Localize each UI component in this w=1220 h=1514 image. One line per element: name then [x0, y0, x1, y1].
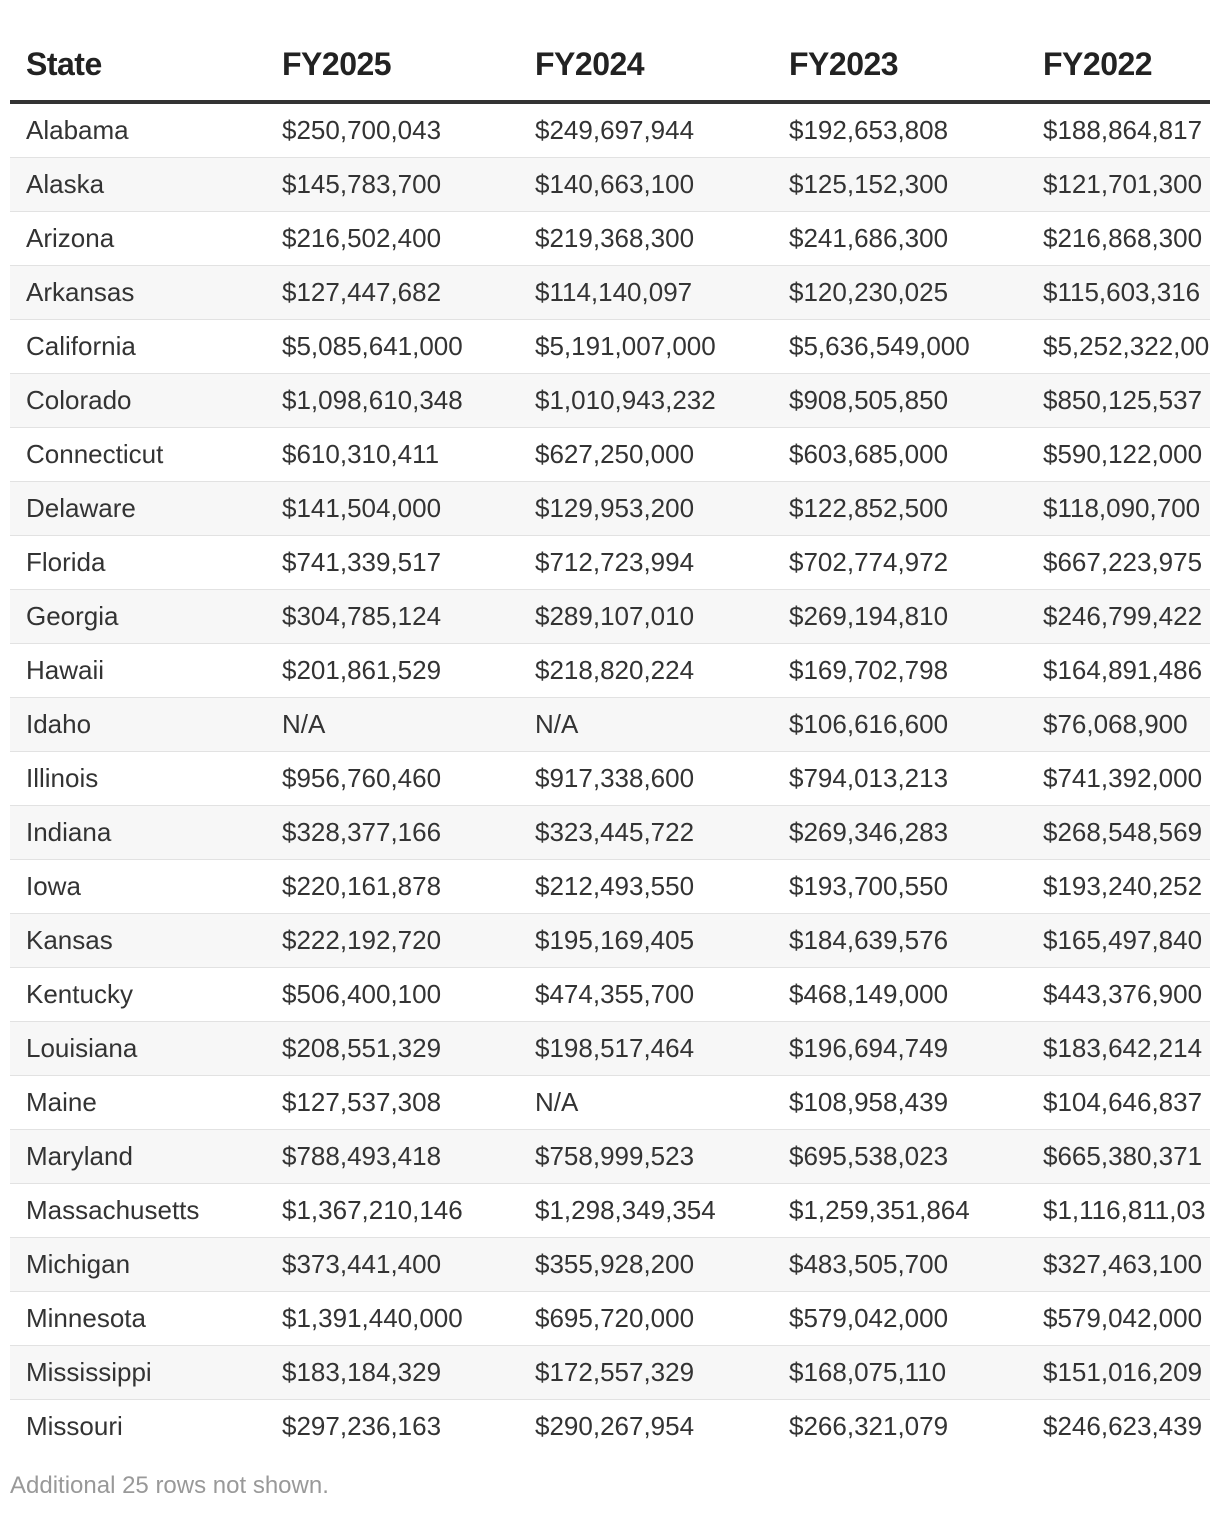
table-row	[10, 590, 1210, 644]
state-name-cell: Alabama	[10, 102, 266, 158]
value-cell-fy2024: $712,723,994	[519, 536, 773, 590]
value-cell-fy2022: $193,240,252	[1027, 860, 1210, 914]
value-cell-fy2024: $1,298,349,354	[519, 1184, 773, 1238]
value-cell-fy2022: $164,891,486	[1027, 644, 1210, 698]
value-cell-fy2022: $850,125,537	[1027, 374, 1210, 428]
value-cell-fy2025: $741,339,517	[266, 536, 519, 590]
value-cell-fy2023: $1,259,351,864	[773, 1184, 1027, 1238]
value-cell-fy2025: $145,783,700	[266, 158, 519, 212]
value-cell-fy2022: $118,090,700	[1027, 482, 1210, 536]
value-cell-fy2023: $468,149,000	[773, 968, 1027, 1022]
table-row	[10, 1130, 1210, 1184]
state-name-cell: Kentucky	[10, 968, 266, 1022]
table-header	[10, 28, 1210, 102]
value-cell-fy2024: N/A	[519, 698, 773, 752]
data-table-container	[10, 28, 1210, 1453]
value-cell-fy2022: $246,799,422	[1027, 590, 1210, 644]
table-row	[10, 752, 1210, 806]
value-cell-fy2023: $193,700,550	[773, 860, 1027, 914]
value-cell-fy2022: $121,701,300	[1027, 158, 1210, 212]
state-name-cell: Florida	[10, 536, 266, 590]
state-name-cell: Iowa	[10, 860, 266, 914]
state-name-cell: Massachusetts	[10, 1184, 266, 1238]
table-row	[10, 266, 1210, 320]
state-name-cell: Maryland	[10, 1130, 266, 1184]
value-cell-fy2024: $212,493,550	[519, 860, 773, 914]
table-row	[10, 374, 1210, 428]
value-cell-fy2024: $140,663,100	[519, 158, 773, 212]
column-header-fy2023: FY2023	[773, 28, 1027, 102]
value-cell-fy2025: $250,700,043	[266, 102, 519, 158]
state-name-cell: Kansas	[10, 914, 266, 968]
value-cell-fy2022: $104,646,837	[1027, 1076, 1210, 1130]
table-row	[10, 428, 1210, 482]
header-row	[10, 28, 1210, 102]
value-cell-fy2022: $5,252,322,00	[1027, 320, 1210, 374]
rows-not-shown-note: Additional 25 rows not shown.	[10, 1472, 329, 1499]
value-cell-fy2022: $76,068,900	[1027, 698, 1210, 752]
value-cell-fy2023: $702,774,972	[773, 536, 1027, 590]
table-row	[10, 644, 1210, 698]
table-row	[10, 536, 1210, 590]
column-header-fy2025: FY2025	[266, 28, 519, 102]
value-cell-fy2024: $917,338,600	[519, 752, 773, 806]
column-header-fy2024: FY2024	[519, 28, 773, 102]
value-cell-fy2023: $269,194,810	[773, 590, 1027, 644]
value-cell-fy2024: $195,169,405	[519, 914, 773, 968]
value-cell-fy2025: $127,447,682	[266, 266, 519, 320]
value-cell-fy2023: $908,505,850	[773, 374, 1027, 428]
value-cell-fy2024: $758,999,523	[519, 1130, 773, 1184]
table-row	[10, 860, 1210, 914]
value-cell-fy2023: $184,639,576	[773, 914, 1027, 968]
value-cell-fy2023: $192,653,808	[773, 102, 1027, 158]
table-row	[10, 482, 1210, 536]
table-row	[10, 1346, 1210, 1400]
value-cell-fy2022: $579,042,000	[1027, 1292, 1210, 1346]
value-cell-fy2022: $115,603,316	[1027, 266, 1210, 320]
state-name-cell: Maine	[10, 1076, 266, 1130]
state-name-cell: Illinois	[10, 752, 266, 806]
value-cell-fy2025: $222,192,720	[266, 914, 519, 968]
value-cell-fy2025: $304,785,124	[266, 590, 519, 644]
value-cell-fy2023: $241,686,300	[773, 212, 1027, 266]
table-row	[10, 1400, 1210, 1454]
state-name-cell: Idaho	[10, 698, 266, 752]
value-cell-fy2024: $289,107,010	[519, 590, 773, 644]
value-cell-fy2022: $1,116,811,03	[1027, 1184, 1210, 1238]
value-cell-fy2024: $323,445,722	[519, 806, 773, 860]
value-cell-fy2023: $266,321,079	[789, 1411, 949, 1441]
value-cell-fy2025: $956,760,460	[266, 752, 519, 806]
table-row	[10, 1292, 1210, 1346]
value-cell-fy2025: $297,236,163	[282, 1411, 442, 1441]
table-row	[10, 968, 1210, 1022]
value-cell-fy2024: N/A	[519, 1076, 773, 1130]
value-cell-fy2022: $665,380,371	[1027, 1130, 1210, 1184]
value-cell-fy2023: $483,505,700	[773, 1238, 1027, 1292]
state-name-cell: Connecticut	[10, 428, 266, 482]
value-cell-fy2022: $741,392,000	[1027, 752, 1210, 806]
state-name-cell: Hawaii	[10, 644, 266, 698]
value-cell-fy2024: $172,557,329	[519, 1346, 773, 1400]
table-row	[10, 102, 1210, 158]
value-cell-fy2025: $220,161,878	[266, 860, 519, 914]
value-cell-fy2023: $794,013,213	[773, 752, 1027, 806]
column-header-fy2022: FY2022	[1027, 28, 1210, 102]
state-name-cell: Arkansas	[10, 266, 266, 320]
state-name-cell: Arizona	[10, 212, 266, 266]
table-row	[10, 1022, 1210, 1076]
table-row	[10, 1238, 1210, 1292]
value-cell-fy2023: $695,538,023	[773, 1130, 1027, 1184]
table-body	[10, 102, 1210, 1453]
table-row	[10, 320, 1210, 374]
state-name-cell: Mississippi	[10, 1346, 266, 1400]
table-row	[10, 1184, 1210, 1238]
value-cell-fy2025: $141,504,000	[266, 482, 519, 536]
value-cell-fy2023: $579,042,000	[773, 1292, 1027, 1346]
value-cell-fy2025: $506,400,100	[266, 968, 519, 1022]
table-row	[10, 698, 1210, 752]
value-cell-fy2024: $627,250,000	[519, 428, 773, 482]
value-cell-fy2022: $188,864,817	[1027, 102, 1210, 158]
value-cell-fy2022: $183,642,214	[1027, 1022, 1210, 1076]
value-cell-fy2022: $590,122,000	[1027, 428, 1210, 482]
value-cell-fy2024: $355,928,200	[519, 1238, 773, 1292]
value-cell-fy2024: $249,697,944	[519, 102, 773, 158]
state-name-cell: Colorado	[10, 374, 266, 428]
state-name-cell: Delaware	[10, 482, 266, 536]
state-name-cell: California	[10, 320, 266, 374]
value-cell-fy2022: $246,623,439	[1043, 1411, 1203, 1441]
value-cell-fy2023: $168,075,110	[773, 1346, 1027, 1400]
table-row	[10, 212, 1210, 266]
value-cell-fy2025: $373,441,400	[266, 1238, 519, 1292]
value-cell-fy2024: $129,953,200	[519, 482, 773, 536]
value-cell-fy2025: $610,310,411	[266, 428, 519, 482]
table-row	[10, 806, 1210, 860]
value-cell-fy2022: $151,016,209	[1027, 1346, 1210, 1400]
value-cell-fy2023: $169,702,798	[773, 644, 1027, 698]
value-cell-fy2025: $201,861,529	[266, 644, 519, 698]
value-cell-fy2025: $183,184,329	[266, 1346, 519, 1400]
value-cell-fy2023: $5,636,549,000	[773, 320, 1027, 374]
value-cell-fy2024: $198,517,464	[519, 1022, 773, 1076]
value-cell-fy2024: $219,368,300	[519, 212, 773, 266]
value-cell-fy2025: $1,098,610,348	[266, 374, 519, 428]
state-name-cell: Missouri	[26, 1411, 123, 1441]
value-cell-fy2023: $106,616,600	[773, 698, 1027, 752]
state-name-cell: Alaska	[10, 158, 266, 212]
value-cell-fy2024: $5,191,007,000	[519, 320, 773, 374]
table-row	[10, 914, 1210, 968]
value-cell-fy2025: $1,391,440,000	[266, 1292, 519, 1346]
value-cell-fy2022: $327,463,100	[1027, 1238, 1210, 1292]
value-cell-fy2024: $695,720,000	[519, 1292, 773, 1346]
state-name-cell: Minnesota	[10, 1292, 266, 1346]
value-cell-fy2023: $125,152,300	[773, 158, 1027, 212]
value-cell-fy2024: $474,355,700	[519, 968, 773, 1022]
value-cell-fy2025: $5,085,641,000	[266, 320, 519, 374]
table-row	[10, 158, 1210, 212]
value-cell-fy2023: $603,685,000	[773, 428, 1027, 482]
state-name-cell: Indiana	[10, 806, 266, 860]
state-name-cell: Louisiana	[10, 1022, 266, 1076]
value-cell-fy2023: $196,694,749	[773, 1022, 1027, 1076]
value-cell-fy2025: N/A	[266, 698, 519, 752]
value-cell-fy2024: $114,140,097	[519, 266, 773, 320]
value-cell-fy2024: $1,010,943,232	[519, 374, 773, 428]
value-cell-fy2023: $269,346,283	[773, 806, 1027, 860]
value-cell-fy2022: $667,223,975	[1027, 536, 1210, 590]
value-cell-fy2024: $290,267,954	[535, 1411, 695, 1441]
value-cell-fy2025: $788,493,418	[266, 1130, 519, 1184]
value-cell-fy2025: $328,377,166	[266, 806, 519, 860]
value-cell-fy2024: $218,820,224	[519, 644, 773, 698]
state-funding-table	[10, 28, 1210, 1453]
value-cell-fy2023: $122,852,500	[773, 482, 1027, 536]
value-cell-fy2022: $165,497,840	[1027, 914, 1210, 968]
value-cell-fy2023: $108,958,439	[773, 1076, 1027, 1130]
table-row	[10, 1076, 1210, 1130]
value-cell-fy2023: $120,230,025	[773, 266, 1027, 320]
value-cell-fy2022: $268,548,569	[1027, 806, 1210, 860]
value-cell-fy2022: $216,868,300	[1027, 212, 1210, 266]
state-name-cell: Michigan	[10, 1238, 266, 1292]
value-cell-fy2025: $208,551,329	[266, 1022, 519, 1076]
state-name-cell: Georgia	[10, 590, 266, 644]
value-cell-fy2022: $443,376,900	[1027, 968, 1210, 1022]
value-cell-fy2025: $127,537,308	[266, 1076, 519, 1130]
value-cell-fy2025: $216,502,400	[266, 212, 519, 266]
value-cell-fy2025: $1,367,210,146	[266, 1184, 519, 1238]
column-header-state: State	[10, 28, 266, 102]
